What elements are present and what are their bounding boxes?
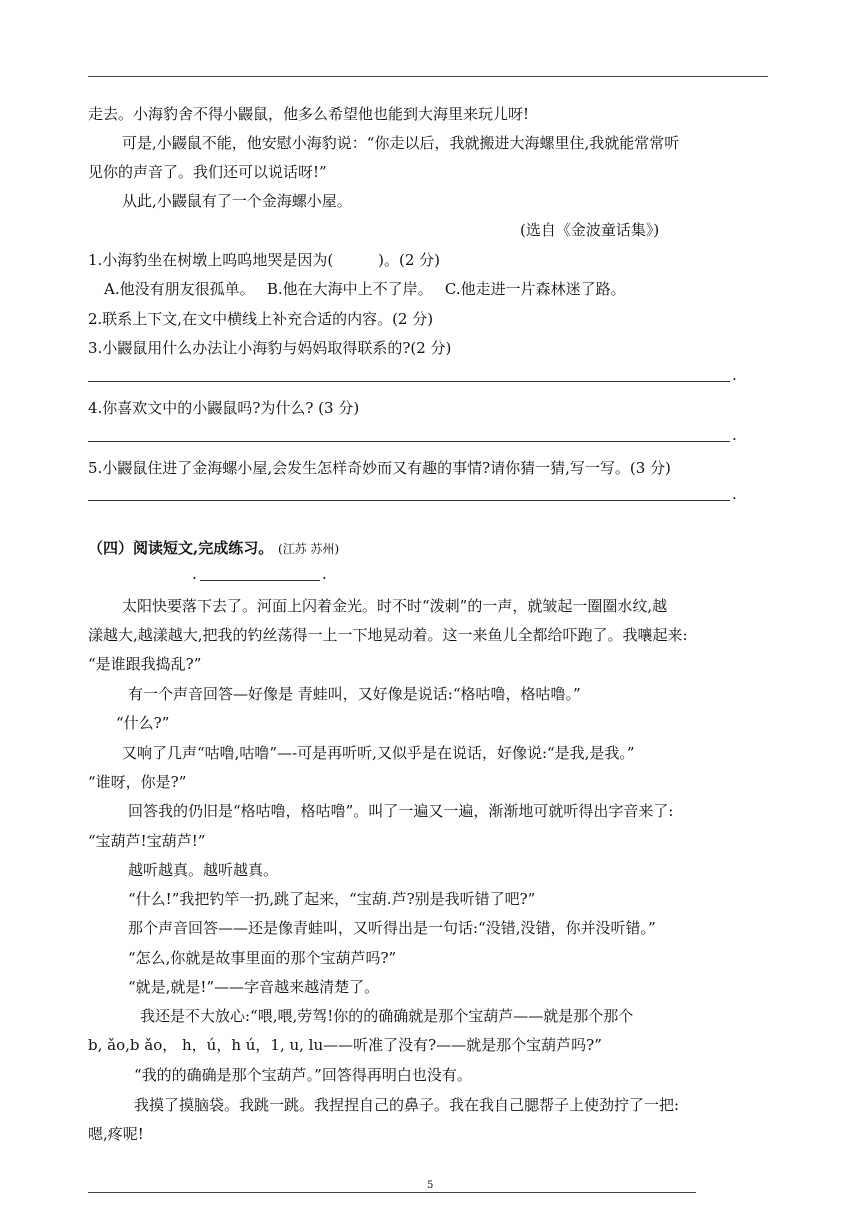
text-line: 见你的声音了。我们还可以说话呀!” xyxy=(88,163,327,181)
text-line: “怎么,你就是故事里面的那个宝葫芦吗?” xyxy=(128,949,397,967)
text-line: “我的的确确是那个宝葫芦。”回答得再明白也没有。 xyxy=(134,1066,472,1084)
question-1: 1.小海豹坐在树墩上呜呜地哭是因为( )。(2 分) xyxy=(88,251,441,269)
text-line: 有一个声音回答—好像是 青蛙叫，又好像是说话:“格咕噜，格咕噜。” xyxy=(128,685,581,703)
section-region: (江苏 苏州) xyxy=(278,542,340,556)
text-line: 回答我的仍旧是“格咕噜，格咕噜”。叫了一遍又一遍，渐渐地可就听得出字音来了: xyxy=(128,802,674,820)
text-line: “就是,就是!”——字音越来越清楚了。 xyxy=(128,978,380,996)
text-line: 嗯,疼呢! xyxy=(88,1125,144,1143)
title-blank-dot-end: . xyxy=(322,565,327,583)
text-line: 从此,小鼹鼠有了一个金海螺小屋。 xyxy=(122,192,352,210)
question-3: 3.小鼹鼠用什么办法让小海豹与妈妈取得联系的?(2 分) xyxy=(88,339,452,357)
source-citation: (选自《金波童话集》) xyxy=(520,221,660,239)
text-line: “什么?” xyxy=(116,714,170,732)
text-line: “谁呀，你是?” xyxy=(88,773,187,791)
answer-line-3-dot: . xyxy=(732,366,737,384)
text-line: 走去。小海豹舍不得小鼹鼠，他多么希望他也能到大海里来玩儿呀! xyxy=(88,105,530,123)
text-line: 可是,小鼹鼠不能，他安慰小海豹说：“你走以后，我就搬进大海螺里住,我就能常常听 xyxy=(122,134,680,152)
question-2: 2.联系上下文,在文中横线上补充合适的内容。(2 分) xyxy=(88,310,434,328)
page-number: 5 xyxy=(427,1180,434,1191)
text-line: 太阳快要落下去了。河面上闪着金光。时不时“泼刺”的一声，就皱起一圈圈水纹,越 xyxy=(122,597,668,615)
answer-line-5[interactable] xyxy=(88,500,730,501)
title-blank-dot: . xyxy=(192,565,197,583)
text-line: 我还是不大放心:“喂,喂,劳驾!你的的确确就是那个宝葫芦——就是那个那个 xyxy=(140,1007,634,1025)
text-line: “是谁跟我捣乱?” xyxy=(88,655,202,673)
question-1-options: A.他没有朋友很孤单。 B.他在大海中上不了岸。 C.他走进一片森林迷了路。 xyxy=(104,280,626,298)
text-line: 又响了几声“咕噜,咕噜”—-可是再听听,又似乎是在说话，好像说:“是我,是我。” xyxy=(122,744,635,762)
answer-line-4-dot: . xyxy=(732,426,737,444)
section-title: （四）阅读短文,完成练习。 xyxy=(88,539,274,557)
text-line: “什么!”我把钓竿一扔,跳了起来，“宝葫.芦?别是我听错了吧?” xyxy=(128,890,536,908)
text-line: 我摸了摸脑袋。我跳一跳。我捏捏自己的鼻子。我在我自己腮帮子上使劲拧了一把: xyxy=(134,1096,680,1114)
answer-line-5-dot: . xyxy=(732,485,737,503)
question-4: 4.你喜欢文中的小鼹鼠吗?为什么? (3 分) xyxy=(88,399,360,417)
text-line: b, ǎo,b ǎo， h，ú，h ú，1, u, lu——听准了没有?——就是那个宝葫芦吗?” xyxy=(88,1036,602,1054)
question-5: 5.小鼹鼠住进了金海螺小屋,会发生怎样奇妙而又有趣的事情?请你猜一猜,写一写。(3 分) xyxy=(88,459,671,477)
text-line: 那个声音回答——还是像青蛙叫，又听得出是一句话:“没错,没错，你并没听错。” xyxy=(128,919,656,937)
section-heading xyxy=(88,538,339,559)
title-blank[interactable] xyxy=(200,580,320,581)
text-line: “宝葫芦!宝葫芦!” xyxy=(88,832,206,850)
text-line: 越听越真。越听越真。 xyxy=(128,861,279,879)
answer-line-4[interactable] xyxy=(88,441,730,442)
footer-rule xyxy=(88,1192,696,1193)
answer-line-3[interactable] xyxy=(88,381,730,382)
text-line: 漾越大,越漾越大,把我的钓丝荡得一上一下地晃动着。这一来鱼儿全都给吓跑了。我嚷起来: xyxy=(88,626,688,644)
header-rule xyxy=(88,76,768,77)
